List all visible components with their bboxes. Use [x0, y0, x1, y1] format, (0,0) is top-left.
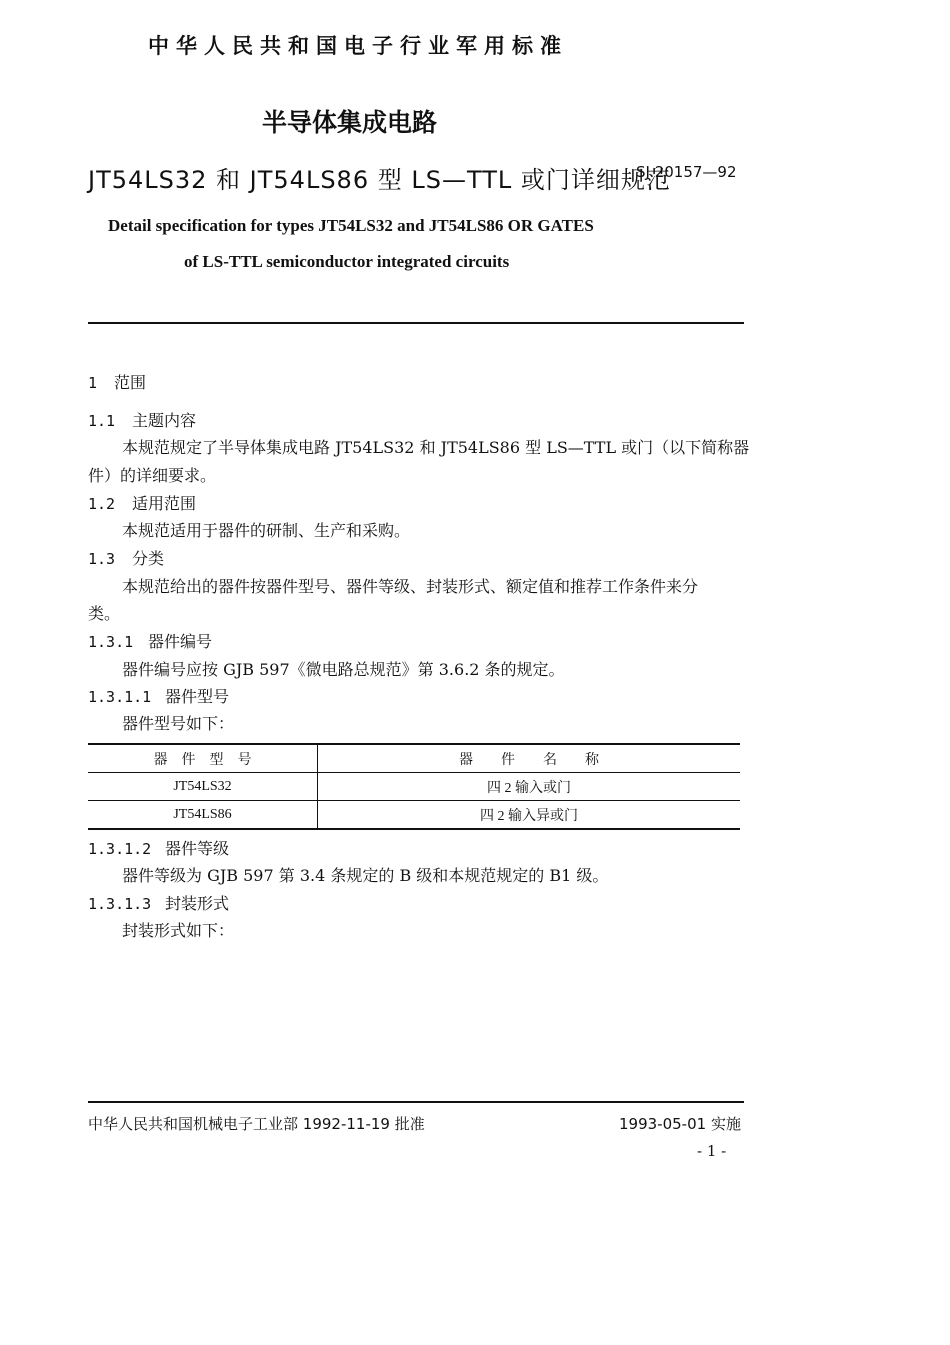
section-number: 1: [88, 374, 98, 392]
section-1-1-text-line2: 件）的详细要求。: [88, 466, 217, 485]
section-title: 适用范围: [132, 494, 197, 513]
table-header-row: [88, 744, 740, 773]
section-title: 范围: [114, 373, 147, 392]
table-cell-device-name: 四 2 输入或门: [318, 773, 741, 801]
section-1-1-heading: [88, 408, 196, 431]
section-number: 1.3.1.2: [88, 840, 152, 858]
section-title: 器件型号: [165, 687, 230, 706]
section-1-3-1-text: 器件编号应按 GJB 597《微电路总规范》第 3.6.2 条的规定。: [122, 660, 565, 679]
section-number: 1.3.1.3: [88, 895, 152, 913]
section-1-3-text-line1: 本规范给出的器件按器件型号、器件等级、封装形式、额定值和推荐工作条件来分: [122, 577, 699, 596]
document-main-title: JT54LS32 和 JT54LS86 型 LS—TTL 或门详细规范: [88, 166, 671, 194]
section-title: 器件编号: [148, 632, 213, 651]
section-1-2-heading: [88, 491, 196, 514]
section-title: 分类: [132, 549, 165, 568]
table-row: [88, 801, 740, 830]
device-type-table: [88, 743, 740, 830]
section-number: 1.2: [88, 495, 116, 513]
section-1-heading: [88, 370, 146, 393]
section-1-3-1-1-heading: [88, 684, 229, 707]
footer-divider: [88, 1101, 744, 1103]
section-number: 1.1: [88, 412, 116, 430]
approval-note: 中华人民共和国机械电子工业部 1992-11-19 批准: [88, 1115, 425, 1133]
page-number: - 1 -: [697, 1142, 727, 1160]
table-header-device-name: 器 件 名 称: [318, 744, 741, 773]
english-title-line1: Detail specification for types JT54LS32 and JT54LS86 OR GATES: [108, 216, 594, 235]
table-cell-device-name: 四 2 输入异或门: [318, 801, 741, 830]
table-cell-device-type: JT54LS32: [88, 773, 318, 801]
section-1-3-1-heading: [88, 629, 212, 652]
title-divider: [88, 322, 744, 324]
section-number: 1.3: [88, 550, 116, 568]
english-title-line2: of LS-TTL semiconductor integrated circuits: [184, 252, 510, 271]
section-title: 器件等级: [165, 839, 230, 858]
table-cell-device-type: JT54LS86: [88, 801, 318, 830]
section-title: 封装形式: [165, 894, 230, 913]
section-1-1-text-line1: 本规范规定了半导体集成电路 JT54LS32 和 JT54LS86 型 LS—TTL 或门（以下简称器: [122, 438, 750, 457]
document-category-title: 半导体集成电路: [262, 108, 438, 137]
section-1-2-text: 本规范适用于器件的研制、生产和采购。: [122, 521, 411, 540]
section-1-3-1-2-text: 器件等级为 GJB 597 第 3.4 条规定的 B 级和本规范规定的 B1 级。: [122, 866, 609, 885]
section-1-3-heading: [88, 546, 164, 569]
section-1-3-1-2-heading: [88, 836, 229, 859]
section-title: 主题内容: [132, 411, 197, 430]
standard-code: SJ 20157—92: [636, 163, 737, 181]
section-1-3-text-line2: 类。: [88, 604, 121, 623]
issuing-body-header: 中华人民共和国电子行业军用标准: [148, 34, 568, 58]
table-header-device-type: 器 件 型 号: [88, 744, 318, 773]
section-1-3-1-3-heading: [88, 891, 229, 914]
section-1-3-1-3-text: 封装形式如下：: [122, 921, 235, 940]
implementation-date: 1993-05-01 实施: [619, 1115, 741, 1133]
table-row: [88, 773, 740, 801]
section-1-3-1-1-text: 器件型号如下：: [122, 714, 235, 733]
section-number: 1.3.1.1: [88, 688, 152, 706]
section-number: 1.3.1: [88, 633, 134, 651]
